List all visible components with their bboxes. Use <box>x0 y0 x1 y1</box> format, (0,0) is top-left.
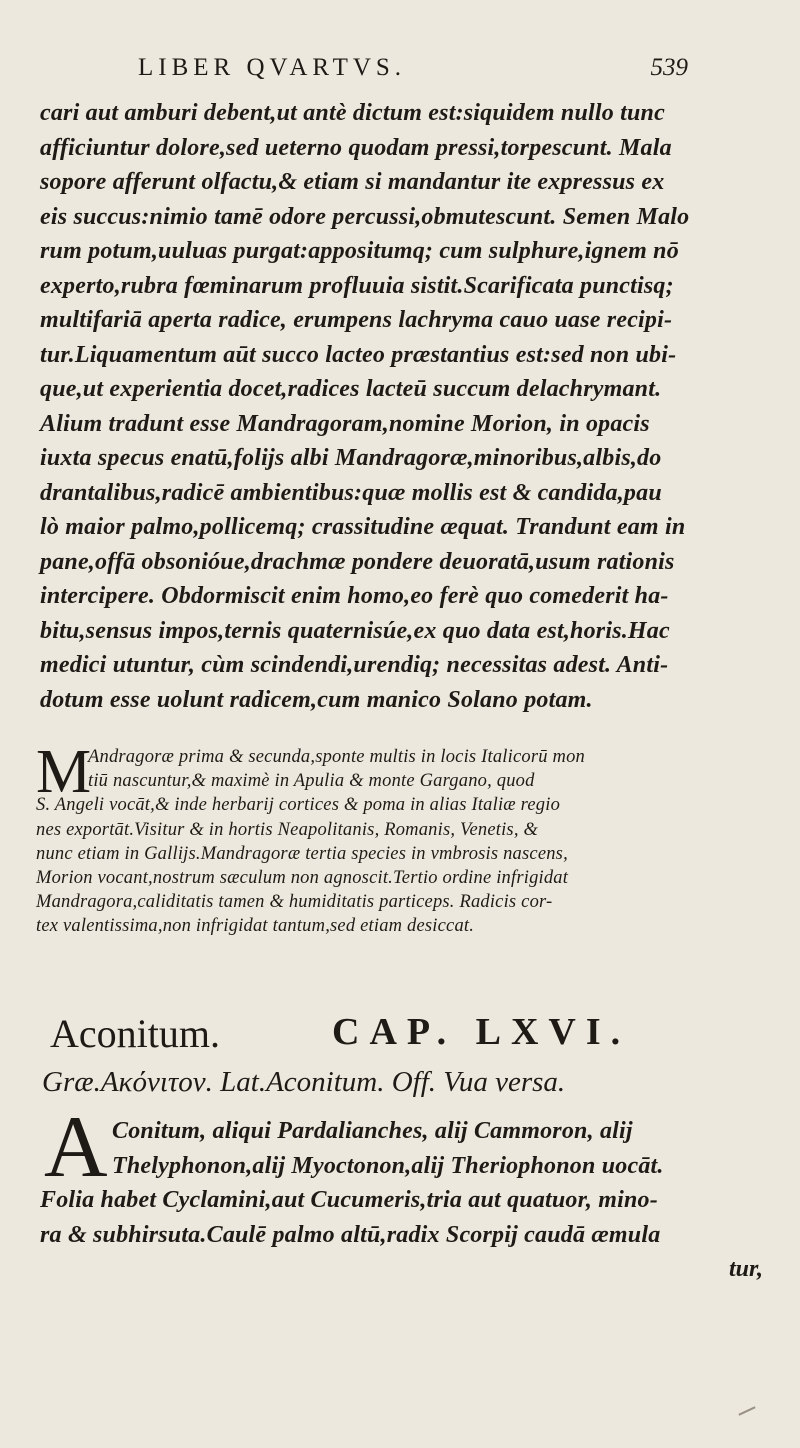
text-line: pane,offā obsonióue,drachmæ pondere deuoratā,usum rationis <box>40 548 675 575</box>
paper-mark <box>738 1406 755 1415</box>
text-line: Conitum, aliqui Pardalianches, alij Cammoron, alij <box>112 1118 633 1144</box>
text-line: ra & subhirsuta.Caulē palmo altū,radix Scorpij caudā æmula <box>40 1221 661 1248</box>
text-line: dotum esse uolunt radicem,cum manico Solano potam. <box>40 686 593 713</box>
annotation-line: Andragoræ prima & secunda,sponte multis in locis Italicorū mon <box>88 747 585 767</box>
text-line: drantalibus,radicē ambientibus:quæ mollis est & candida,pau <box>40 479 662 506</box>
annotation-line: tiū nascuntur,& maximè in Apulia & monte Gargano, quod <box>88 771 535 792</box>
chapter-heading <box>50 1010 750 1062</box>
text-line: iuxta specus enatū,folijs albi Mandragoræ,minoribus,albis,do <box>40 445 662 471</box>
running-head <box>128 50 688 90</box>
text-line: Alium tradunt esse Mandragoram,nomine Morion, in opacis <box>40 410 650 437</box>
text-line: bitu,sensus impos,ternis quaternisúe,ex quo data est,horis.Hac <box>40 617 670 644</box>
annotation-line: tex valentissima,non infrigidat tantum,sed etiam desiccat. <box>36 916 475 937</box>
drop-capital-m: M <box>36 738 92 806</box>
text-line: experto,rubra fœminarum profluuia sistit.Scarificata punctisq; <box>40 272 674 299</box>
annotation-line: nunc etiam in Gallijs.Mandragoræ tertia species in vmbrosis nascens, <box>36 843 568 864</box>
text-line: Thelyphonon,alij Myoctonon,alij Theriophonon uocāt. <box>112 1152 664 1179</box>
page-number: 539 <box>650 54 688 81</box>
catchword: tur, <box>729 1256 764 1282</box>
annotation-line: Morion vocant,nostrum sæculum non agnoscit.Tertio ordine infrigidat <box>36 867 569 888</box>
synonyms-line: Græ.Ακόνιτον. Lat.Aconitum. Off. Vua versa. <box>42 1066 566 1098</box>
text-line: intercipere. Obdormiscit enim homo,eo ferè quo comederit ha- <box>40 583 669 609</box>
chapter-text-block <box>40 1114 780 1252</box>
text-line: medici utuntur, cùm scindendi,urendiq; necessitas adest. Anti- <box>40 652 669 678</box>
text-line: tur.Liquamentum aūt succo lacteo præstantius est:sed non ubi- <box>40 341 677 368</box>
text-line: eis succus:nimio tamē odore percussi,obmutescunt. Semen Malo <box>40 203 690 230</box>
main-text-block <box>40 96 780 717</box>
text-line: que,ut experientia docet,radices lacteū succum delachrymant. <box>40 376 662 402</box>
chapter-number: CAP. LXVI. <box>332 1011 631 1053</box>
annotation-line: S. Angeli vocāt,& inde herbarij cortices & poma in alias Italiæ regio <box>36 795 561 816</box>
drop-capital-a: A <box>44 1099 108 1196</box>
text-line: afficiuntur dolore,sed ueterno quodam pressi,torpescunt. Mala <box>40 134 672 161</box>
text-line: lò maior palmo,pollicemq; crassitudine æquat. Trandunt eam in <box>40 514 686 540</box>
text-line: rum potum,uuluas purgat:appositumq; cum sulphure,ignem nō <box>40 238 679 264</box>
annotation-line: Mandragora,caliditatis tamen & humiditatis particeps. Radicis cor- <box>36 892 553 913</box>
running-head-title: LIBER QVARTVS. <box>138 54 407 81</box>
text-line: Folia habet Cyclamini,aut Cucumeris,tria aut quatuor, mino- <box>40 1187 658 1213</box>
annotation-block <box>36 745 776 939</box>
chapter-title: Aconitum. <box>50 1011 220 1056</box>
text-line: cari aut amburi debent,ut antè dictum est:siquidem nullo tunc <box>40 100 665 126</box>
text-line: sopore afferunt olfactu,& etiam si mandantur ite expressus ex <box>40 169 665 195</box>
text-line: multifariā aperta radice, erumpens lachryma cauo uase recipi- <box>40 307 673 333</box>
annotation-line: nes exportāt.Visitur & in hortis Neapolitanis, Romanis, Venetis, & <box>36 819 539 840</box>
